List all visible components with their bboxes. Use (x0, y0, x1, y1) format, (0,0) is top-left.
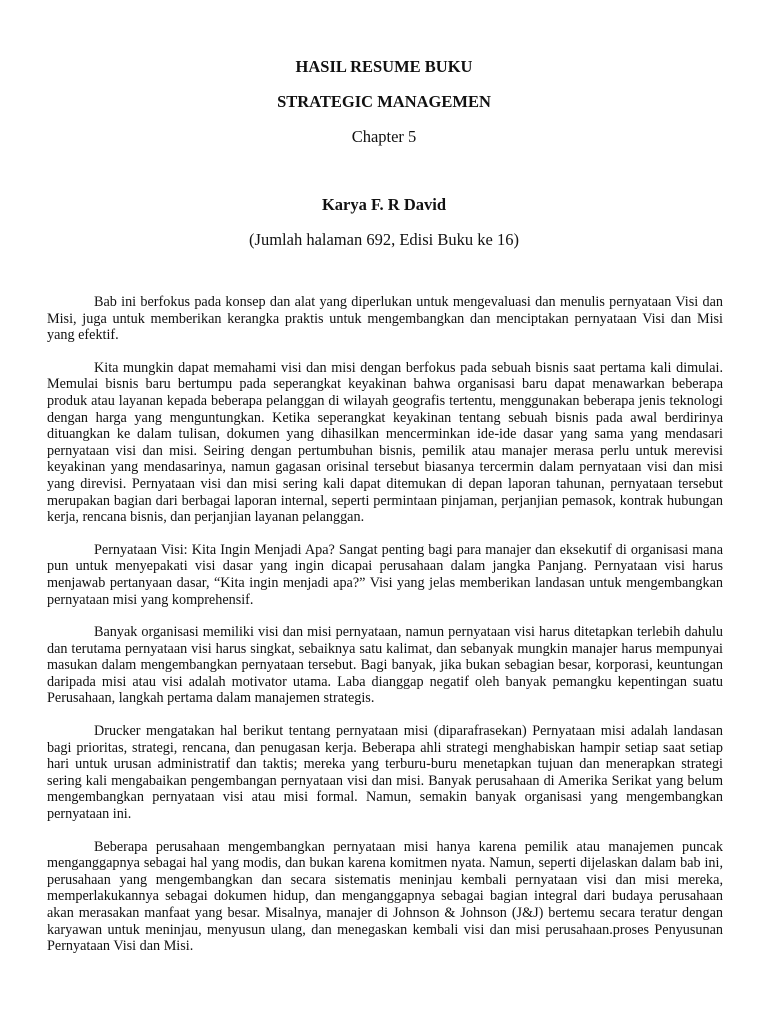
document-subtitle: STRATEGIC MANAGEMEN (277, 92, 491, 111)
paragraph-6: Beberapa perusahaan mengembangkan pernyataan misi hanya karena pemilik atau manajemen puncak menganggapnya sebagai hal yang modis, dan bukan karena komitmen nyata. Namun, seperti dijelaskan dalam bab ini, perusahaan yang mengembangkan dan secara sistematis meninjau kembali pernyataan visi dan misi mereka, memperlakukannya sebagai dokumen hidup, dan menganggapnya sebagai bagian integral dari budaya perusahaan akan merasakan manfaat yang besar. Misalnya, manajer di Johnson & Johnson (J&J) bertemu secara teratur dengan karyawan untuk meninjau, menyusun ulang, dan menegaskan kembali visi dan misi perusahaan.proses Penyusunan Pernyataan Visi dan Misi. (47, 838, 723, 955)
paragraph-1: Bab ini berfokus pada konsep dan alat yang diperlukan untuk mengevaluasi dan menulis pernyataan Visi dan Misi, juga untuk memberikan kerangka praktis untuk mengembangkan dan menciptakan pernyataan Visi dan Misi yang efektif. (47, 294, 723, 344)
edition-info: (Jumlah halaman 692, Edisi Buku ke 16) (249, 230, 519, 249)
paragraph-2: Kita mungkin dapat memahami visi dan misi dengan berfokus pada sebuah bisnis saat pertama kali dimulai. Memulai bisnis baru bertumpu pada seperangkat keyakinan bahwa organisasi baru dapat menawarkan beberapa produk atau layanan kepada beberapa pelanggan di wilayah geografis tertentu, menggunakan beberapa jenis teknologi dengan harga yang menguntungkan. Ketika seperangkat keyakinan tentang sebuah bisnis pada awal berdirinya dituangkan ke dalam tulisan, dokumen yang dihasilkan mencerminkan ide-ide dasar yang sama yang mendasari pernyataan visi dan misi. Seiring dengan pertumbuhan bisnis, pemilik atau manajer merasa perlu untuk merevisi keyakinan yang mendasarinya, namun gagasan orisinal tersebut biasanya tercermin dalam pernyataan visi dan misi yang direvisi. Pernyataan visi dan misi sering kali dapat ditemukan di depan laporan tahunan, pernyataan tersebut merupakan bagian dari berbagai laporan internal, seperti permintaan pinjaman, perjanjian pemasok, kontrak hubungan kerja, rencana bisnis, dan perjanjian layanan pelanggan. (47, 359, 723, 526)
document-body (47, 294, 723, 971)
author-line: Karya F. R David (321, 195, 447, 214)
chapter-label: Chapter 5 (351, 127, 417, 146)
paragraph-4: Banyak organisasi memiliki visi dan misi pernyataan, namun pernyataan visi harus ditetapkan terlebih dahulu dan terutama pernyataan visi harus singkat, sebaiknya satu kalimat, dan sebanyak mungkin manajer harus mempunyai masukan dalam mengembangkan pernyataan tersebut. Bagi banyak, jika bukan sebagian besar, korporasi, keuntungan daripada misi atau visi adalah motivator utama. Laba dianggap negatif oleh banyak pemangku kepentingan suatu Perusahaan, langkah pertama dalam manajemen strategis. (47, 624, 723, 707)
paragraph-5: Drucker mengatakan hal berikut tentang pernyataan misi (diparafrasekan) Pernyataan misi adalah landasan bagi prioritas, strategi, rencana, dan penugasan kerja. Beberapa ahli strategi menghabiskan hampir setiap saat setiap hari untuk urusan administratif dan taktis; mereka yang terburu-buru menetapkan tujuan dan menerapkan strategi sering kali mengabaikan pengembangan pernyataan visi dan misi. Banyak perusahaan di Amerika Serikat yang belum mengembangkan pernyataan visi atau misi formal. Namun, semakin banyak organisasi yang mengembangkan pernyataan ini. (47, 723, 723, 823)
document-title: HASIL RESUME BUKU (295, 57, 473, 76)
paragraph-3: Pernyataan Visi: Kita Ingin Menjadi Apa? Sangat penting bagi para manajer dan eksekutif di organisasi mana pun untuk menyepakati visi dasar yang ingin dicapai perusahaan dalam jangka Panjang. Pernyataan visi harus menjawab pertanyaan dasar, “Kita ingin menjadi apa?” Visi yang jelas memberikan landasan untuk mengembangkan pernyataan misi yang komprehensif. (47, 541, 723, 608)
